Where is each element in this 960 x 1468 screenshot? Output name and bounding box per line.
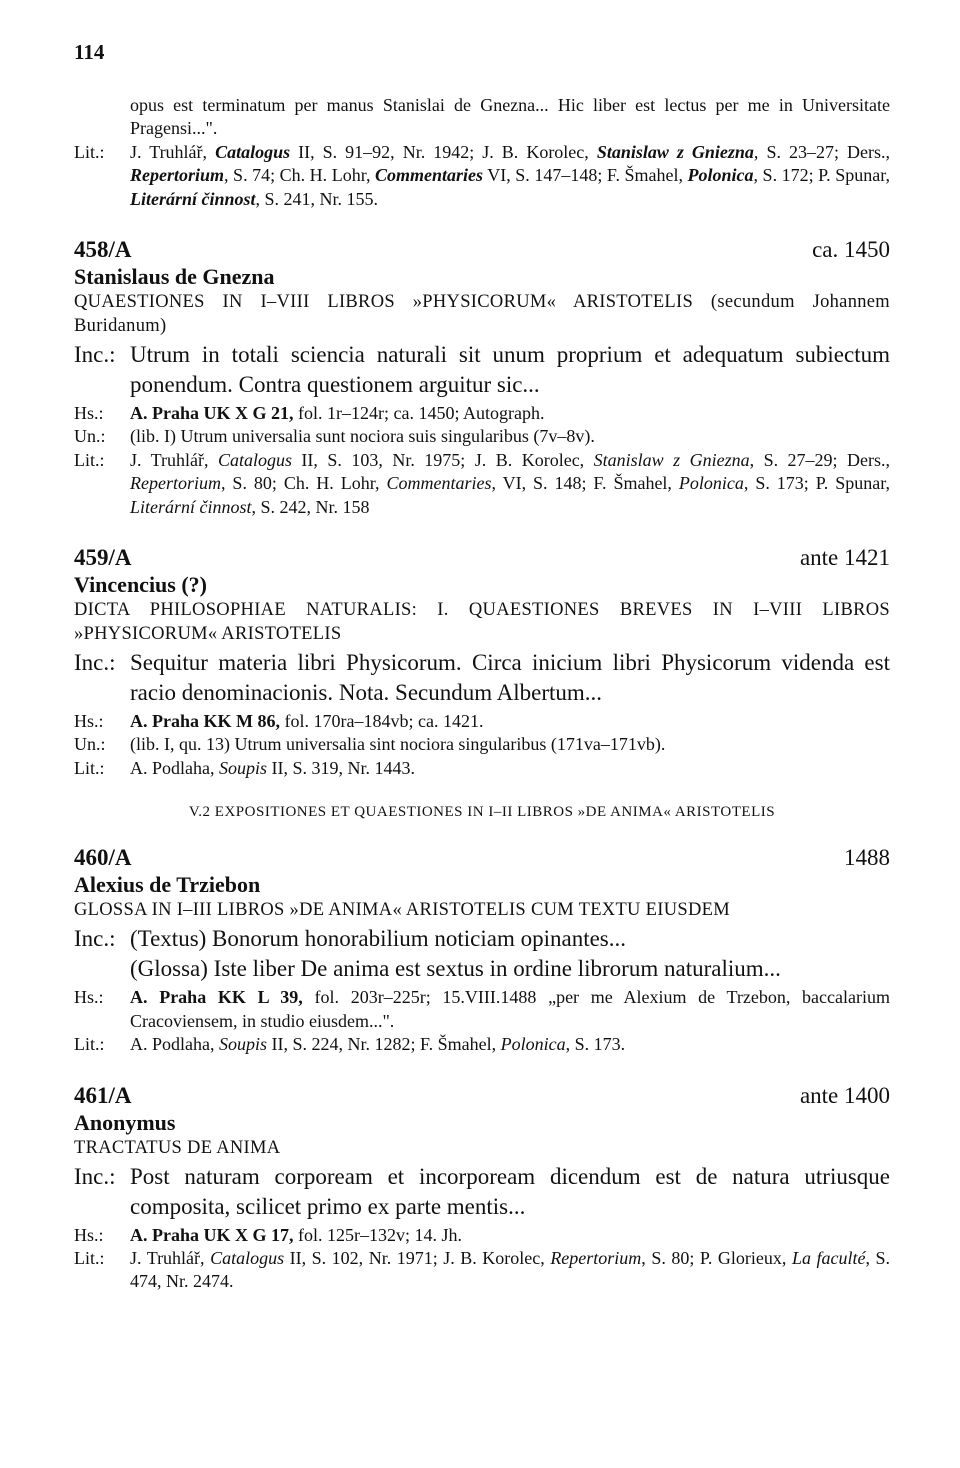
- incipit: Post naturam corpoream et incorpoream dicendum est de natura utriusque composita, scilicet primo ex parte mentis...: [130, 1163, 890, 1219]
- intro-literature: J. Truhlář, Catalogus II, S. 91–92, Nr. 1942; J. B. Korolec, Stanislaw z Gniezna, S. 23–27; Ders., Repertorium, S. 74; Ch. H. Lohr, Commentaries VI, S. 147–148; F. Šmahel, Polonica, S. 172; P. Spunar, Literární činnost, S. 241, Nr. 155.: [130, 141, 890, 209]
- literature: A. Podlaha, Soupis II, S. 319, Nr. 1443.: [130, 757, 416, 778]
- entry-author: Stanislaus de Gnezna: [74, 264, 275, 290]
- entry-title: TRACTATUS DE ANIMA: [74, 1137, 281, 1158]
- entry-title: DICTA PHILOSOPHIAE NATURALIS: I. QUAESTIONES BREVES IN I–VIII LIBROS »PHYSICORUM« ARISTOTELIS: [74, 600, 890, 645]
- entry-461: [74, 1083, 890, 1294]
- entry-id: 460/A: [74, 845, 132, 871]
- literature: J. Truhlář, Catalogus II, S. 102, Nr. 1971; J. B. Korolec, Repertorium, S. 80; P. Glorieux, La faculté, S. 474, Nr. 2474.: [130, 1247, 891, 1292]
- manuscript: A. Praha UK X G 21, fol. 1r–124r; ca. 1450; Autograph.: [130, 403, 545, 424]
- inc-label: Inc.:: [74, 650, 116, 676]
- entry-458: [74, 237, 890, 519]
- unterteilung: (lib. I) Utrum universalia sunt nociora suis singularibus (7v–8v).: [130, 426, 595, 447]
- literature: J. Truhlář, Catalogus II, S. 103, Nr. 1975; J. B. Korolec, Stanislaw z Gniezna, S. 27–29; Ders., Repertorium, S. 80; Ch. H. Lohr, Commentaries, VI, S. 148; F. Šmahel, Polonica, S. 173; P. Spunar, Literární činnost, S. 242, Nr. 158: [130, 449, 891, 517]
- manuscript: A. Praha KK L 39, fol. 203r–225r; 15.VIII.1488 „per me Alexium de Trzebon, baccalarium Cracoviensem, in studio eiusdem...".: [130, 987, 890, 1031]
- entry-title: QUAESTIONES IN I–VIII LIBROS »PHYSICORUM« ARISTOTELIS (secundum Johannem Buridanum): [74, 292, 890, 337]
- lit-label: Lit.:: [74, 1034, 105, 1055]
- inc-label: Inc.:: [74, 1163, 116, 1189]
- entry-title: GLOSSA IN I–III LIBROS »DE ANIMA« ARISTOTELIS CUM TEXTU EIUSDEM: [74, 900, 730, 921]
- hs-label: Hs.:: [74, 403, 104, 424]
- manuscript: A. Praha UK X G 17, fol. 125r–132v; 14. Jh.: [130, 1224, 462, 1245]
- lit-label: Lit.:: [74, 1247, 105, 1268]
- hs-label: Hs.:: [74, 711, 104, 732]
- incipit-textus: (Textus) Bonorum honorabilium noticiam opinantes...: [130, 926, 627, 952]
- hs-label: Hs.:: [74, 987, 104, 1008]
- section-heading: V.2 EXPOSITIONES ET QUAESTIONES IN I–II LIBROS »DE ANIMA« ARISTOTELIS: [188, 804, 776, 821]
- incipit: Utrum in totali sciencia naturali sit unum proprium et adequatum subiectum ponendum. Contra questionem arguitur sic...: [130, 342, 890, 398]
- hs-label: Hs.:: [74, 1224, 104, 1245]
- inc-label: Inc.:: [74, 342, 116, 368]
- entry-id: 458/A: [74, 237, 132, 263]
- entry-date: ca. 1450: [812, 237, 890, 263]
- unterteilung: (lib. I, qu. 13) Utrum universalia sint nociora singularibus (171va–171vb).: [130, 734, 666, 755]
- entry-author: Alexius de Trziebon: [74, 872, 261, 898]
- entry-author: Vincencius (?): [74, 572, 208, 598]
- inc-label: Inc.:: [74, 926, 116, 952]
- incipit: [130, 924, 890, 984]
- intro-continuation: opus est terminatum per manus Stanislai de Gnezna... Hic liber est lectus per me in Universitate Pragensi...".: [130, 95, 890, 139]
- lit-label: Lit.:: [74, 757, 105, 778]
- entry-459: [74, 545, 890, 780]
- incipit-glossa: (Glossa) Iste liber De anima est sextus in ordine librorum naturalium...: [130, 956, 781, 982]
- entry-460: [74, 845, 890, 1056]
- un-label: Un.:: [74, 734, 106, 755]
- lit-label: Lit.:: [74, 141, 105, 162]
- manuscript: A. Praha KK M 86, fol. 170ra–184vb; ca. 1421.: [130, 711, 484, 732]
- un-label: Un.:: [74, 426, 106, 447]
- entry-id: 459/A: [74, 545, 132, 571]
- entry-author: Anonymus: [74, 1109, 176, 1135]
- entry-date: ante 1400: [799, 1082, 890, 1108]
- entry-id: 461/A: [74, 1082, 132, 1108]
- intro-block: [74, 94, 890, 211]
- page-content: [74, 94, 890, 1294]
- incipit: Sequitur materia libri Physicorum. Circa inicium libri Physicorum videnda est racio denominacionis. Nota. Secundum Albertum...: [130, 650, 890, 706]
- lit-label: Lit.:: [74, 449, 105, 470]
- entry-date: 1488: [844, 845, 890, 871]
- entry-date: ante 1421: [799, 545, 890, 571]
- literature: A. Podlaha, Soupis II, S. 224, Nr. 1282; F. Šmahel, Polonica, S. 173.: [130, 1034, 626, 1055]
- page-number: 114: [74, 40, 105, 64]
